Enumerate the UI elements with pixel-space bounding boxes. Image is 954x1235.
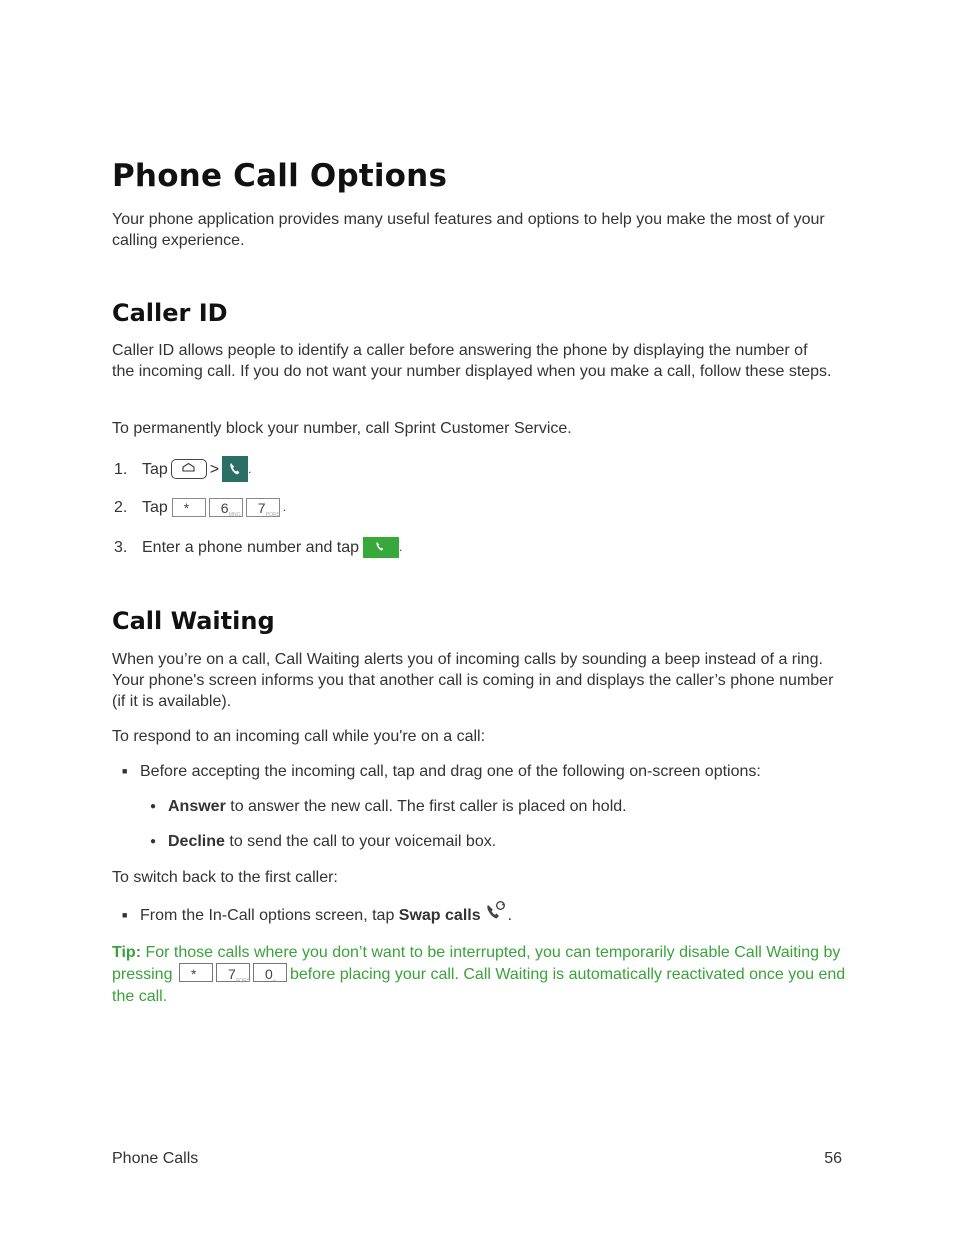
call-button-icon <box>363 537 399 558</box>
step-end: . <box>282 500 287 514</box>
switch-back-text: To switch back to the first caller: <box>112 869 338 886</box>
footer-section: Phone Calls <box>112 1150 199 1167</box>
call-waiting-body: When you’re on a call, Call Waiting alerts you of incoming calls by sounding a beep instead of a ring. Your phone's screen informs you that another call is coming in and displays the caller’s phone number (if it is available). <box>112 651 834 710</box>
sub-bullet-decline <box>112 831 496 852</box>
swap-end: . <box>507 906 513 924</box>
sub-bullet-glyph: ● <box>149 801 156 812</box>
step-number: 3. <box>114 539 128 556</box>
step-text: Tap <box>142 460 168 478</box>
bullet-swap-calls <box>112 903 512 927</box>
decline-label: Decline <box>168 833 225 850</box>
sub-bullet-glyph: ● <box>149 836 156 847</box>
step-number: 1. <box>114 460 128 478</box>
bullet-before-accepting <box>112 761 761 782</box>
seven-key-icon: 7 PQRS <box>246 498 280 517</box>
step-text: Enter a phone number and tap <box>142 539 360 556</box>
caller-id-heading: Caller ID <box>112 299 228 327</box>
six-key-icon: 6 MNO <box>209 498 243 517</box>
step-end: . <box>248 461 252 476</box>
swap-text: From the In-Call options screen, tap <box>140 906 399 924</box>
step-3 <box>112 537 402 558</box>
tip-box <box>112 942 852 1008</box>
sub-bullet-answer <box>112 796 627 817</box>
page-title: Phone Call Options <box>112 158 448 194</box>
answer-text: to answer the new call. The first caller is placed on hold. <box>225 798 627 815</box>
footer-page-number: 56 <box>824 1150 842 1167</box>
tip-text-before: For those calls where you don’t want to be interrupted, you can temporarily disable Call Waiting by pressing <box>112 944 841 983</box>
swap-calls-label: Swap calls <box>398 906 481 924</box>
step-text: Tap <box>142 499 168 516</box>
caller-id-note: To permanently block your number, call Sprint Customer Service. <box>112 420 572 437</box>
star-key-icon: * <box>172 498 206 517</box>
caller-id-body: Caller ID allows people to identify a caller before answering the phone by displaying the number of the incoming call. If you do not want your number displayed when you make a call, follow these steps. <box>112 342 832 380</box>
respond-text: To respond to an incoming call while you're on a call: <box>112 728 486 745</box>
star-key-icon: * <box>179 963 213 982</box>
zero-key-icon: 0 + <box>253 963 287 982</box>
bullet-text: Before accepting the incoming call, tap and drag one of the following on-screen options: <box>140 763 761 780</box>
tip-text-after: before placing your call. Call Waiting is automatically reactivated once you end the call. <box>112 966 846 1005</box>
tip-label: Tip: <box>112 944 142 961</box>
step-separator: > <box>209 460 220 478</box>
seven-key-icon: 7 PQRS <box>216 963 250 982</box>
step-number: 2. <box>114 499 128 516</box>
step-end: . <box>399 540 403 554</box>
phone-app-icon <box>222 456 248 482</box>
step-1 <box>112 456 251 482</box>
step-2 <box>112 497 286 518</box>
answer-label: Answer <box>168 798 226 815</box>
call-waiting-heading: Call Waiting <box>112 607 275 635</box>
bullet-glyph: ■ <box>122 909 128 920</box>
decline-text: to send the call to your voicemail box. <box>224 833 497 850</box>
home-key-icon <box>171 459 207 479</box>
bullet-glyph: ■ <box>122 766 128 776</box>
intro-paragraph: Your phone application provides many useful features and options to help you make the most of your calling experience. <box>112 211 825 249</box>
swap-calls-icon <box>484 899 508 923</box>
